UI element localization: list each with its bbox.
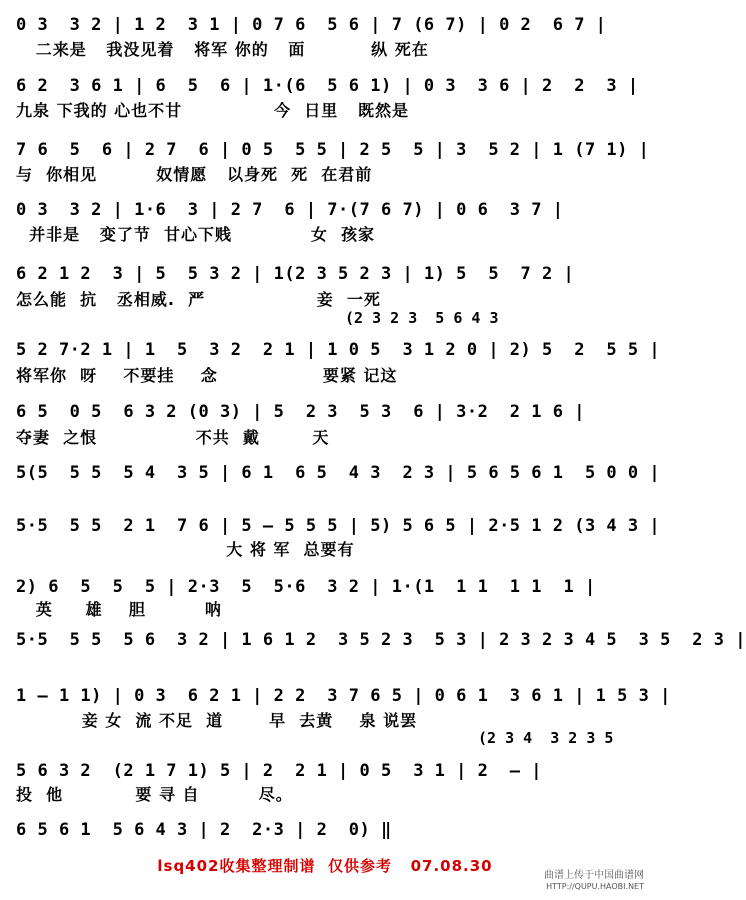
lyric-row-10: 英 雄 胆 呐 [16, 600, 222, 619]
notation-row-9: 5·5 5 5 2 1 7 6 | 5 — 5 5 5 | 5) 5 6 5 | 2·5 1 2 (3 4 3 | [16, 516, 661, 536]
notation-row-10: 2) 6 5 5 5 | 2·3 5 5·6 3 2 | 1·(1 1 1 1 1 1 | [16, 577, 596, 597]
lyric-row-4: 并非是 变了节 甘心下贱 女 孩家 [16, 225, 375, 244]
lyric-row-12: 妾 女 流 不足 道 早 去黄 泉 说罢 [16, 711, 418, 730]
notation-row-6: 5 2 7·2 1 | 1 5 3 2 2 1 | 1 0 5 3 1 2 0 | 2) 5 2 5 5 | [16, 340, 661, 360]
lyric-row-2: 九泉 下我的 心也不甘 今 日里 既然是 [16, 101, 409, 120]
notation-row-12: 1 — 1 1) | 0 3 6 2 1 | 2 2 3 7 6 5 | 0 6 1 3 6 1 | 1 5 3 | [16, 686, 671, 706]
interlude-annotation-1: (2 3 2 3 5 6 4 3 [345, 309, 499, 327]
interlude-annotation-2: (2 3 4 3 2 3 5 [478, 729, 614, 747]
lyric-row-6: 将军你 呀 不要挂 念 要紧 记这 [16, 366, 398, 385]
watermark-line-2: HTTP://QUPU.HAOBI.NET [546, 882, 644, 891]
lyric-row-9: 大 将 军 总要有 [16, 540, 355, 559]
notation-row-7: 6 5 0 5 6 3 2 (0 3) | 5 2 3 5 3 6 | 3·2 2 1 6 | [16, 402, 585, 422]
notation-row-8: 5(5 5 5 5 4 3 5 | 6 1 6 5 4 3 2 3 | 5 6 5 6 1 5 0 0 | [16, 463, 661, 483]
notation-row-2: 6 2 3 6 1 | 6 5 6 | 1·(6 5 6 1) | 0 3 3 6 | 2 2 3 | [16, 76, 639, 96]
lyric-row-3: 与 你相见 奴情愿 以身死 死 在君前 [16, 165, 373, 184]
notation-row-5: 6 2 1 2 3 | 5 5 3 2 | 1(2 3 5 2 3 | 1) 5 5 7 2 | [16, 264, 575, 284]
lyric-row-5: 怎么能 抗 丞相威. 严 妾 一死 [16, 290, 381, 309]
notation-row-3: 7 6 5 6 | 2 7 6 | 0 5 5 5 | 2 5 5 | 3 5 2 | 1 (7 1) | [16, 140, 650, 160]
site-watermark [494, 870, 644, 892]
notation-row-4: 0 3 3 2 | 1·6 3 | 2 7 6 | 7·(7 6 7) | 0 6 3 7 | [16, 200, 564, 220]
lyric-row-7: 夺妻 之恨 不共 戴 天 [16, 428, 330, 447]
notation-row-14: 6 5 6 1 5 6 4 3 | 2 2·3 | 2 0) ‖ [16, 820, 392, 840]
lyric-row-1: 二来是 我没见着 将军 你的 面 纵 死在 [16, 40, 429, 59]
notation-row-11: 5·5 5 5 5 6 3 2 | 1 6 1 2 3 5 2 3 5 3 | 2 3 2 3 4 5 3 5 2 3 | [16, 630, 746, 650]
transcriber-credit: lsq402收集整理制谱 仅供参考 07.08.30 [157, 857, 493, 875]
notation-row-1: 0 3 3 2 | 1 2 3 1 | 0 7 6 5 6 | 7 (6 7) | 0 2 6 7 | [16, 15, 607, 35]
watermark-line-1: 曲谱上传于中国曲谱网 [544, 870, 644, 881]
notation-row-13: 5 6 3 2 (2 1 7 1) 5 | 2 2 1 | 0 5 3 1 | 2 — | [16, 761, 543, 781]
lyric-row-13: 投 他 要 寻 自 尽。 [16, 785, 293, 804]
